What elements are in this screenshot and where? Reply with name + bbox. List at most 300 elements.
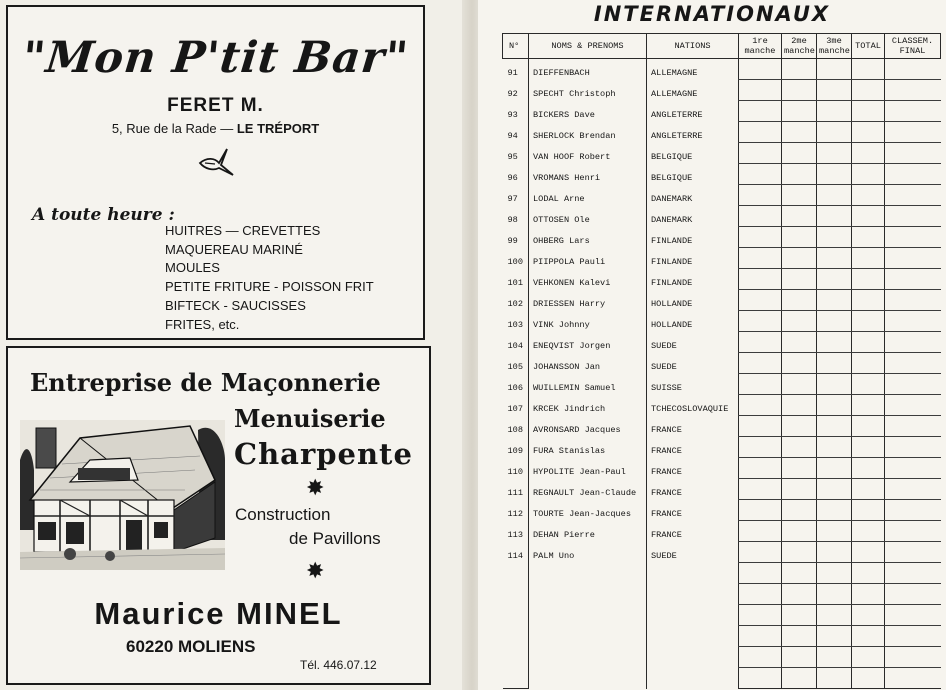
final-ranking (885, 437, 941, 458)
score-round-1 (739, 248, 782, 269)
competitor-name: OTTOSEN Ole (529, 206, 647, 227)
final-ranking (885, 122, 941, 143)
row-number: 109 (507, 445, 523, 456)
score-round-1 (739, 374, 782, 395)
bar-name: "Mon P'tit Bar" (20, 33, 411, 83)
competitor-nation: TCHECOSLOVAQUIE (647, 395, 739, 416)
row-number: 108 (507, 424, 523, 435)
score-round-2 (782, 59, 817, 80)
competitor-name: DEHAN Pierre (529, 521, 647, 542)
bird-icon (197, 141, 237, 179)
empty-row (503, 647, 941, 668)
score-round-3 (817, 143, 852, 164)
left-page (0, 0, 468, 690)
construction-line-1: Construction (235, 505, 331, 524)
score-total (852, 521, 885, 542)
score-round-3 (817, 458, 852, 479)
score-round-3 (817, 437, 852, 458)
row-number: 93 (507, 109, 518, 120)
row-number: 111 (507, 487, 523, 498)
score-round-3 (817, 542, 852, 563)
competitor-nation: ALLEMAGNE (647, 59, 739, 80)
score-round-3 (817, 668, 852, 689)
section-title: INTERNATIONAUX (593, 2, 831, 26)
competitor-name: VROMANS Henri (529, 164, 647, 185)
score-round-3 (817, 353, 852, 374)
score-round-3 (817, 248, 852, 269)
row-number: 107 (507, 403, 523, 414)
right-page (478, 0, 946, 690)
score-round-1 (739, 164, 782, 185)
table-row (503, 374, 941, 395)
competitor-nation: ALLEMAGNE (647, 80, 739, 101)
row-number (503, 584, 529, 605)
table-row (503, 206, 941, 227)
final-ranking (885, 269, 941, 290)
competitor-name: VAN HOOF Robert (529, 143, 647, 164)
score-round-1 (739, 584, 782, 605)
competitor-nation: ANGLETERRE (647, 122, 739, 143)
table-row (503, 164, 941, 185)
table-row (503, 458, 941, 479)
competitor-nation: FINLANDE (647, 227, 739, 248)
score-round-1 (739, 458, 782, 479)
masonry-line-2: Charpente (234, 437, 413, 471)
score-round-3 (817, 206, 852, 227)
star-icon: ✸ (306, 558, 325, 583)
row-number: 94 (507, 130, 518, 141)
score-total (852, 185, 885, 206)
competitor-name (529, 647, 647, 668)
menu-item: HUITRES — CREVETTES (165, 223, 321, 238)
competitor-nation: SUEDE (647, 332, 739, 353)
score-round-2 (782, 164, 817, 185)
score-total (852, 290, 885, 311)
empty-row (503, 668, 941, 689)
menu-item: BIFTECK - SAUCISSES (165, 297, 306, 313)
score-round-3 (817, 395, 852, 416)
score-round-2 (782, 80, 817, 101)
row-number: 101 (507, 277, 523, 288)
score-round-2 (782, 605, 817, 626)
menu-item: MAQUEREAU MARINÉ (165, 241, 303, 257)
score-round-3 (817, 584, 852, 605)
score-round-2 (782, 122, 817, 143)
score-round-1 (739, 311, 782, 332)
competitor-nation: FRANCE (647, 416, 739, 437)
final-ranking (885, 164, 941, 185)
competitor-name: SHERLOCK Brendan (529, 122, 647, 143)
row-number: 98 (507, 214, 518, 225)
row-number: 97 (507, 193, 518, 204)
score-total (852, 437, 885, 458)
table-row (503, 101, 941, 122)
masonry-phone: Tél. 446.07.12 (300, 658, 377, 672)
competitor-name: DRIESSEN Harry (529, 290, 647, 311)
row-number: 106 (507, 382, 523, 393)
score-round-2 (782, 248, 817, 269)
score-total (852, 59, 885, 80)
competitor-nation (647, 647, 739, 668)
final-ranking (885, 584, 941, 605)
row-number: 96 (507, 172, 518, 183)
row-number (503, 626, 529, 647)
score-round-2 (782, 353, 817, 374)
competitor-name: FURA Stanislas (529, 437, 647, 458)
score-round-3 (817, 80, 852, 101)
row-number: 100 (507, 256, 523, 267)
score-round-2 (782, 521, 817, 542)
final-ranking (885, 206, 941, 227)
competitor-name: AVRONSARD Jacques (529, 416, 647, 437)
final-ranking (885, 605, 941, 626)
score-round-3 (817, 164, 852, 185)
score-round-2 (782, 500, 817, 521)
score-round-2 (782, 668, 817, 689)
score-round-2 (782, 458, 817, 479)
masonry-owner: Maurice MINEL (94, 596, 343, 631)
row-number: 91 (507, 67, 518, 78)
score-round-2 (782, 311, 817, 332)
final-ranking (885, 353, 941, 374)
final-ranking (885, 59, 941, 80)
final-ranking (885, 647, 941, 668)
final-ranking (885, 143, 941, 164)
competitor-nation: HOLLANDE (647, 311, 739, 332)
score-round-3 (817, 59, 852, 80)
row-number (503, 647, 529, 668)
competitor-nation: BELGIQUE (647, 143, 739, 164)
bar-tagline: A toute heure : (32, 205, 175, 225)
score-total (852, 353, 885, 374)
score-total (852, 500, 885, 521)
row-number: 110 (507, 466, 523, 477)
header-num: N° (503, 34, 529, 59)
score-round-2 (782, 416, 817, 437)
score-total (852, 122, 885, 143)
competitor-name (529, 626, 647, 647)
competitor-name: VINK Johnny (529, 311, 647, 332)
score-round-3 (817, 521, 852, 542)
score-round-1 (739, 59, 782, 80)
competitor-nation (647, 605, 739, 626)
score-total (852, 542, 885, 563)
score-round-3 (817, 269, 852, 290)
star-icon: ✸ (306, 475, 325, 500)
competitor-name: PIIPPOLA Pauli (529, 248, 647, 269)
score-round-2 (782, 143, 817, 164)
score-round-3 (817, 101, 852, 122)
competitor-name: VEHKONEN Kalevi (529, 269, 647, 290)
score-round-2 (782, 437, 817, 458)
score-round-3 (817, 332, 852, 353)
score-round-2 (782, 374, 817, 395)
row-number: 95 (507, 151, 518, 162)
score-round-3 (817, 416, 852, 437)
score-round-1 (739, 269, 782, 290)
score-round-2 (782, 626, 817, 647)
score-round-1 (739, 500, 782, 521)
score-round-2 (782, 185, 817, 206)
score-round-3 (817, 311, 852, 332)
score-round-1 (739, 206, 782, 227)
competitor-nation: SUEDE (647, 542, 739, 563)
score-round-3 (817, 227, 852, 248)
competitor-name (529, 668, 647, 689)
competitor-nation (647, 668, 739, 689)
competitor-name: BICKERS Dave (529, 101, 647, 122)
score-total (852, 143, 885, 164)
final-ranking (885, 311, 941, 332)
score-round-3 (817, 479, 852, 500)
score-round-1 (739, 437, 782, 458)
score-total (852, 668, 885, 689)
row-number (503, 605, 529, 626)
results-table (502, 33, 941, 689)
row-number: 102 (507, 298, 523, 309)
score-round-2 (782, 290, 817, 311)
row-number: 113 (507, 529, 523, 540)
masonry-advertisement (6, 346, 431, 685)
score-total (852, 416, 885, 437)
score-round-2 (782, 101, 817, 122)
score-total (852, 563, 885, 584)
table-row (503, 500, 941, 521)
score-round-1 (739, 542, 782, 563)
final-ranking (885, 227, 941, 248)
score-total (852, 332, 885, 353)
score-round-2 (782, 647, 817, 668)
competitor-nation (647, 626, 739, 647)
score-round-2 (782, 206, 817, 227)
table-row (503, 248, 941, 269)
score-round-1 (739, 668, 782, 689)
table-header-row (503, 34, 941, 59)
empty-row (503, 605, 941, 626)
score-round-2 (782, 563, 817, 584)
score-total (852, 227, 885, 248)
bar-town: LE TRÉPORT (236, 121, 320, 136)
score-round-1 (739, 605, 782, 626)
house-illustration (20, 420, 225, 570)
competitor-nation: SUISSE (647, 374, 739, 395)
masonry-title: Entreprise de Maçonnerie (30, 368, 381, 397)
competitor-nation: FRANCE (647, 521, 739, 542)
masonry-line-1: Menuiserie (234, 404, 386, 433)
competitor-name: OHBERG Lars (529, 227, 647, 248)
empty-row (503, 563, 941, 584)
competitor-nation: FINLANDE (647, 248, 739, 269)
header-round-2: 2me manche (782, 34, 817, 59)
competitor-name (529, 605, 647, 626)
competitor-name: ENEQVIST Jorgen (529, 332, 647, 353)
score-round-1 (739, 122, 782, 143)
score-total (852, 248, 885, 269)
table-row (503, 290, 941, 311)
competitor-nation: FRANCE (647, 458, 739, 479)
competitor-nation: DANEMARK (647, 206, 739, 227)
competitor-nation: HOLLANDE (647, 290, 739, 311)
table-row (503, 185, 941, 206)
score-round-3 (817, 605, 852, 626)
final-ranking (885, 374, 941, 395)
final-ranking (885, 101, 941, 122)
final-ranking (885, 521, 941, 542)
competitor-name: PALM Uno (529, 542, 647, 563)
score-round-2 (782, 269, 817, 290)
score-round-3 (817, 290, 852, 311)
row-number: 92 (507, 88, 518, 99)
empty-row (503, 626, 941, 647)
menu-item: FRITES, etc. (165, 316, 240, 332)
table-row (503, 332, 941, 353)
row-number (503, 563, 529, 584)
bar-advertisement (6, 5, 425, 340)
score-total (852, 626, 885, 647)
row-number: 114 (507, 550, 523, 561)
score-total (852, 164, 885, 185)
competitor-name (529, 563, 647, 584)
score-round-1 (739, 185, 782, 206)
competitor-nation: FRANCE (647, 437, 739, 458)
final-ranking (885, 626, 941, 647)
bar-street: 5, Rue de la Rade — (111, 121, 234, 136)
score-round-3 (817, 122, 852, 143)
score-total (852, 80, 885, 101)
bar-address (8, 121, 423, 136)
score-round-1 (739, 143, 782, 164)
score-round-3 (817, 563, 852, 584)
table-row (503, 542, 941, 563)
header-total: TOTAL (852, 34, 885, 59)
score-round-2 (782, 479, 817, 500)
score-round-1 (739, 395, 782, 416)
header-nation: NATIONS (647, 34, 739, 59)
competitor-nation: FINLANDE (647, 269, 739, 290)
header-name: NOMS & PRENOMS (529, 34, 647, 59)
score-round-2 (782, 584, 817, 605)
bar-menu (165, 222, 374, 334)
competitor-name: LODAL Arne (529, 185, 647, 206)
header-round-1: 1re manche (739, 34, 782, 59)
results-body (503, 59, 941, 689)
competitor-name: KRCEK Jindrich (529, 395, 647, 416)
score-total (852, 374, 885, 395)
score-total (852, 584, 885, 605)
table-row (503, 80, 941, 101)
score-total (852, 206, 885, 227)
final-ranking (885, 290, 941, 311)
table-row (503, 521, 941, 542)
score-round-3 (817, 626, 852, 647)
row-number: 103 (507, 319, 523, 330)
score-round-1 (739, 290, 782, 311)
competitor-name: TOURTE Jean-Jacques (529, 500, 647, 521)
table-row (503, 59, 941, 80)
table-row (503, 353, 941, 374)
final-ranking (885, 395, 941, 416)
competitor-name: WUILLEMIN Samuel (529, 374, 647, 395)
score-round-3 (817, 647, 852, 668)
final-ranking (885, 185, 941, 206)
table-row (503, 269, 941, 290)
score-round-1 (739, 647, 782, 668)
score-round-1 (739, 353, 782, 374)
row-number: 105 (507, 361, 523, 372)
score-total (852, 269, 885, 290)
score-round-2 (782, 542, 817, 563)
score-round-1 (739, 227, 782, 248)
bar-owner: FERET M. (167, 95, 264, 116)
final-ranking (885, 248, 941, 269)
competitor-nation (647, 563, 739, 584)
competitor-name: REGNAULT Jean-Claude (529, 479, 647, 500)
header-round-3: 3me manche (817, 34, 852, 59)
empty-row (503, 584, 941, 605)
table-row (503, 395, 941, 416)
competitor-nation: FRANCE (647, 500, 739, 521)
table-row (503, 143, 941, 164)
final-ranking (885, 80, 941, 101)
final-ranking (885, 332, 941, 353)
menu-item: MOULES (165, 260, 220, 276)
score-total (852, 605, 885, 626)
score-round-1 (739, 416, 782, 437)
row-number: 104 (507, 340, 523, 351)
score-round-1 (739, 521, 782, 542)
competitor-nation: DANEMARK (647, 185, 739, 206)
table-row (503, 437, 941, 458)
masonry-city: 60220 MOLIENS (126, 637, 256, 656)
score-total (852, 647, 885, 668)
final-ranking (885, 416, 941, 437)
score-round-3 (817, 500, 852, 521)
row-number (503, 668, 529, 689)
table-row (503, 311, 941, 332)
menu-item: PETITE FRITURE - POISSON FRIT (165, 279, 374, 295)
competitor-nation (647, 584, 739, 605)
score-round-3 (817, 185, 852, 206)
final-ranking (885, 563, 941, 584)
score-round-2 (782, 395, 817, 416)
score-round-1 (739, 479, 782, 500)
row-number: 99 (507, 235, 518, 246)
score-round-2 (782, 332, 817, 353)
score-round-1 (739, 626, 782, 647)
competitor-name (529, 584, 647, 605)
score-round-2 (782, 227, 817, 248)
score-total (852, 101, 885, 122)
table-row (503, 479, 941, 500)
competitor-name: SPECHT Christoph (529, 80, 647, 101)
final-ranking (885, 542, 941, 563)
final-ranking (885, 458, 941, 479)
score-round-1 (739, 332, 782, 353)
competitor-nation: BELGIQUE (647, 164, 739, 185)
competitor-name: JOHANSSON Jan (529, 353, 647, 374)
table-row (503, 227, 941, 248)
final-ranking (885, 668, 941, 689)
competitor-nation: ANGLETERRE (647, 101, 739, 122)
table-row (503, 416, 941, 437)
score-total (852, 395, 885, 416)
score-round-3 (817, 374, 852, 395)
competitor-name: HYPOLITE Jean-Paul (529, 458, 647, 479)
score-round-1 (739, 80, 782, 101)
competitor-nation: SUEDE (647, 353, 739, 374)
final-ranking (885, 479, 941, 500)
score-round-1 (739, 563, 782, 584)
